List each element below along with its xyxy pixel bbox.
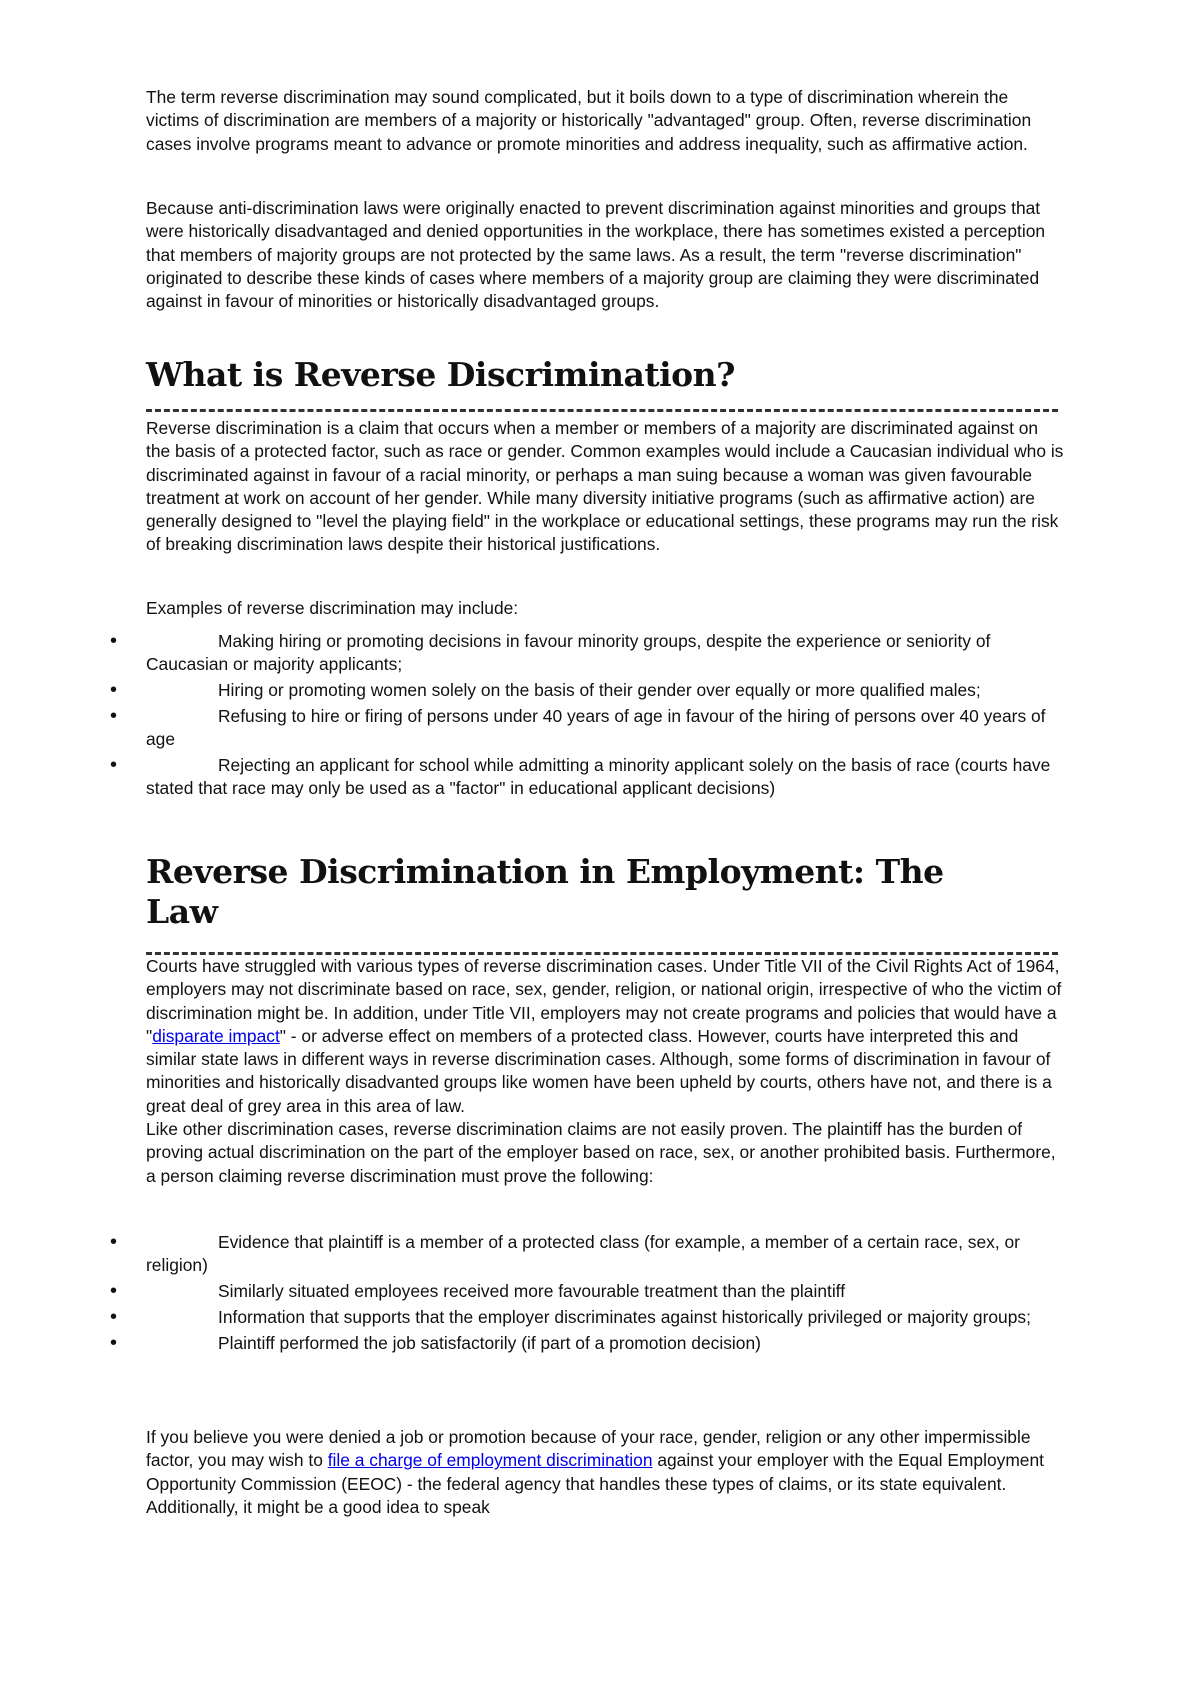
bullet-icon: • [110, 1305, 118, 1328]
list-item: • Information that supports that the employer discriminates against historically privileged or majority groups; [110, 1305, 1031, 1328]
list-item: • Evidence that plaintiff is a member of a protected class (for example, a member of a certain race, sex, or religion) [110, 1231, 1020, 1276]
list-item: • Rejecting an applicant for school while admitting a minority applicant solely on the basis of race (courts have stated that race may only be used as a "factor" in educational applicant decisions) [110, 753, 1051, 799]
bullet-icon: • [110, 630, 118, 652]
bullet-icon: • [110, 753, 118, 776]
list-item: • Plaintiff performed the job satisfactorily (if part of a promotion decision) [110, 1331, 761, 1354]
law-paragraph: Courts have struggled with various types of reverse discrimination cases. Under Title VII of the Civil Rights Act of 1964, employers may not discriminate based on race, sex, gender, religion, or national origin, irrespective of who the victim of discrimination might be. In addition, under Title VII, employers may not create programs and policies that would have a "disparate impact" - or adverse effect on members of a protected class. However, courts have interpreted this and similar state laws in different ways in reverse discrimination cases. Although, some forms of discrimination in favour of minorities and historically disadvanted groups like women have been upheld by courts, others have not, and there is a great deal of grey area in this area of law. Like other discrimination cases, reverse discrimination claims are not easily proven. The plaintiff has the burden of proving actual discrimination on the part of the employer based on race, sex, or another prohibited basis. Furthermore, a person claiming reverse discrimination must prove the following: [146, 956, 1062, 1186]
file-charge-link[interactable]: file a charge of employment discrimination [327, 1450, 653, 1471]
bullet-icon: • [110, 679, 118, 702]
intro-paragraph-1: The term reverse discrimination may sound complicated, but it boils down to a type of discrimination wherein the victims of discrimination are members of a majority or historically "advantaged" group. Often, reverse discrimination cases involve programs meant to advance or promote minorities and address inequality, such as affirmative action. [146, 87, 1032, 154]
bullet-icon: • [110, 1231, 118, 1253]
heading-rule [146, 409, 1058, 412]
disparate-impact-link[interactable]: disparate impact [152, 1025, 280, 1046]
bullet-icon: • [110, 1280, 118, 1303]
bullet-icon: • [110, 1331, 118, 1354]
examples-list [110, 630, 1066, 803]
list-item: • Similarly situated employees received more favourable treatment than the plaintiff [110, 1280, 846, 1303]
intro-paragraph-2: Because anti-discrimination laws were originally enacted to prevent discrimination against minorities and groups that were historically disadvantaged and denied opportunities in the workplace, there has sometimes existed a perception that members of majority groups are not protected by the same laws. As a result, the term "reverse discrimination" originated to describe these kinds of cases where members of a majority group are claiming they were discriminated against in favour of minorities or historically disadvantaged groups. [146, 198, 1046, 312]
list-item: • Making hiring or promoting decisions in favour minority groups, despite the experience or seniority of Caucasian or majority applicants; [110, 630, 991, 675]
bullet-icon: • [110, 704, 118, 727]
examples-intro: Examples of reverse discrimination may include: [146, 598, 519, 618]
definition-paragraph: Reverse discrimination is a claim that occurs when a member or members of a majority are discriminated against on the basis of a protected factor, such as race or gender. Common examples would include a Caucasian individual who is discriminated against in favour of a racial minority, or perhaps a man suing because a woman was given favourable treatment at work on account of her gender. While many diversity initiative programs (such as affirmative action) are generally designed to "level the playing field" in the workplace or educational settings, these programs may run the risk of breaking discrimination laws despite their historical justifications. [146, 418, 1064, 555]
list-item: • Hiring or promoting women solely on the basis of their gender over equally or more qualified males; [110, 679, 981, 702]
closing-paragraph: If you believe you were denied a job or promotion because of your race, gender, religion or any other impermissible factor, you may wish to file a charge of employment discrimination against your employer with the Equal Employment Opportunity Commission (EEOC) - the federal agency that handles these types of claims, or its state equivalent. Additionally, it might be a good idea to speak [146, 1427, 1044, 1517]
heading-what-is-reverse-discrimination: What is Reverse Discrimination? [146, 355, 736, 394]
requirements-list [110, 1231, 1066, 1357]
heading-employment-law: Reverse Discrimination in Employment: The Law [146, 852, 944, 931]
list-item: • Refusing to hire or firing of persons under 40 years of age in favour of the hiring of persons over 40 years of age [110, 704, 1046, 750]
